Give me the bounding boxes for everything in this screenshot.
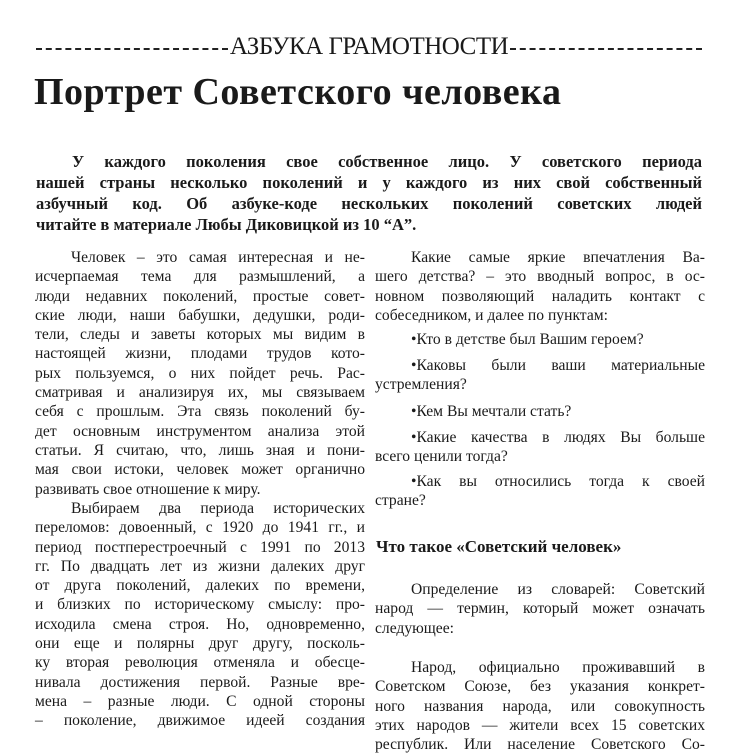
text-line: следующее: [375,619,454,637]
text-line: •Какие качества в людях Вы больше [411,429,705,446]
text-line: развивать свое отношение к миру. [35,480,261,498]
text-line: тели, следы и заветы которых мы видим в [35,326,365,344]
text-line: народ — термин, который может означать [375,600,705,618]
text-line: ку вторая революция отменяла и обесце- [35,654,365,672]
subheading: Что такое «Советский человек» [376,537,622,556]
section-rubric [36,33,702,61]
text-line: себя с прошлым. Эта связь поколений бу- [35,403,365,421]
left-column-paragraph-1 [35,248,365,499]
text-line: дет основным инструментом анализа этой [35,422,365,440]
text-line: азбучный код. Об азбуке-коде нескольких поколений советских людей [36,194,702,213]
text-line: нашей страны несколько поколений и у каждого из них свой собственный [36,173,702,192]
question-bullet-1 [375,330,705,349]
text-line: Советском Союзе, без указания конкрет- [375,678,705,696]
question-bullet-2 [375,356,705,395]
text-line: •Как вы относились тогда к своей [411,473,705,490]
text-line: шего детства? – это вводный вопрос, в ос- [375,268,705,286]
text-line: •Кем Вы мечтали стать? [411,403,572,420]
article-title: Портрет Советского человека [34,71,562,113]
text-line: всего ценили тогда? [375,448,508,466]
text-line: гг. По двадцать лет из жизни далеких друг [35,557,365,575]
text-line: статьи. Я считаю, что, лишь зная и пони- [35,441,365,459]
text-line: исходила смена строя. Но, одновременно, [35,615,365,633]
people-paragraph [375,658,705,754]
text-line: сматривая и анализируя их, мы связываем [35,384,365,402]
text-line: Человек – это самая интересная и не- [71,249,365,266]
question-bullet-3 [375,402,705,421]
text-line: – поколение, движимое идеей создания [35,712,365,730]
text-line: ного названия народа, или совокупность [375,697,705,715]
text-line: настоящей жизни, плодами трудов кото- [35,345,365,363]
text-line: Выбираем два периода исторических [71,500,365,517]
text-line: •Каковы были ваши материальные [411,357,705,374]
article-lede [36,151,702,235]
question-bullet-5 [375,472,705,511]
text-line: •Кто в детстве был Вашим героем? [411,331,644,348]
question-bullet-4 [375,428,705,467]
text-line: У каждого поколения свое собственное лицо. У советского периода [72,152,702,171]
text-line: переломов: довоенный, с 1920 до 1941 гг., и [35,519,365,537]
dashed-rule-right [510,48,702,50]
text-line: устремления? [375,376,467,394]
rubric-label: АЗБУКА ГРАМОТНОСТИ [229,33,509,60]
dashed-rule-left [36,48,228,50]
text-line: нивала достижения первой. Разные вре- [35,673,365,691]
right-intro-paragraph [375,248,705,325]
definition-paragraph [375,580,705,638]
text-line: стране? [375,492,426,510]
text-line: мая свои истоки, человек может органично [35,461,365,479]
text-line: республик. Или население Советского Со- [375,736,705,754]
text-line: и близких по историческому смыслу: про- [35,596,365,614]
text-line: Какие самые яркие впечатления Ва- [411,249,705,266]
text-line: Определение из словарей: Советский [411,581,705,598]
text-line: от друга поколений, далеких по времени, [35,577,365,595]
text-line: они еще и полярны друг другу, посколь- [35,635,365,653]
text-line: читайте в материале Любы Диковицкой из 10 “А”. [36,215,417,234]
text-line: новном позволяющий наладить контакт с [375,287,705,305]
text-line: исчерпаемая тема для размышлений, а [35,268,365,286]
text-line: этих народов — жители всех 15 советских [375,716,705,734]
text-line: мена – разные люди. С одной стороны [35,692,365,710]
text-line: период постперестроечный с 1991 по 2013 [35,538,365,556]
text-line: ские люди, наши бабушки, дедушки, роди- [35,306,365,324]
text-line: люди недавних поколений, простые совет- [35,287,365,305]
left-column-paragraph-2 [35,499,365,731]
text-line: собеседником, и далее по пунктам: [375,306,608,324]
text-line: Народ, официально проживавший в [411,659,705,676]
text-line: рых пользуемся, о них пойдет речь. Рас- [35,364,365,382]
